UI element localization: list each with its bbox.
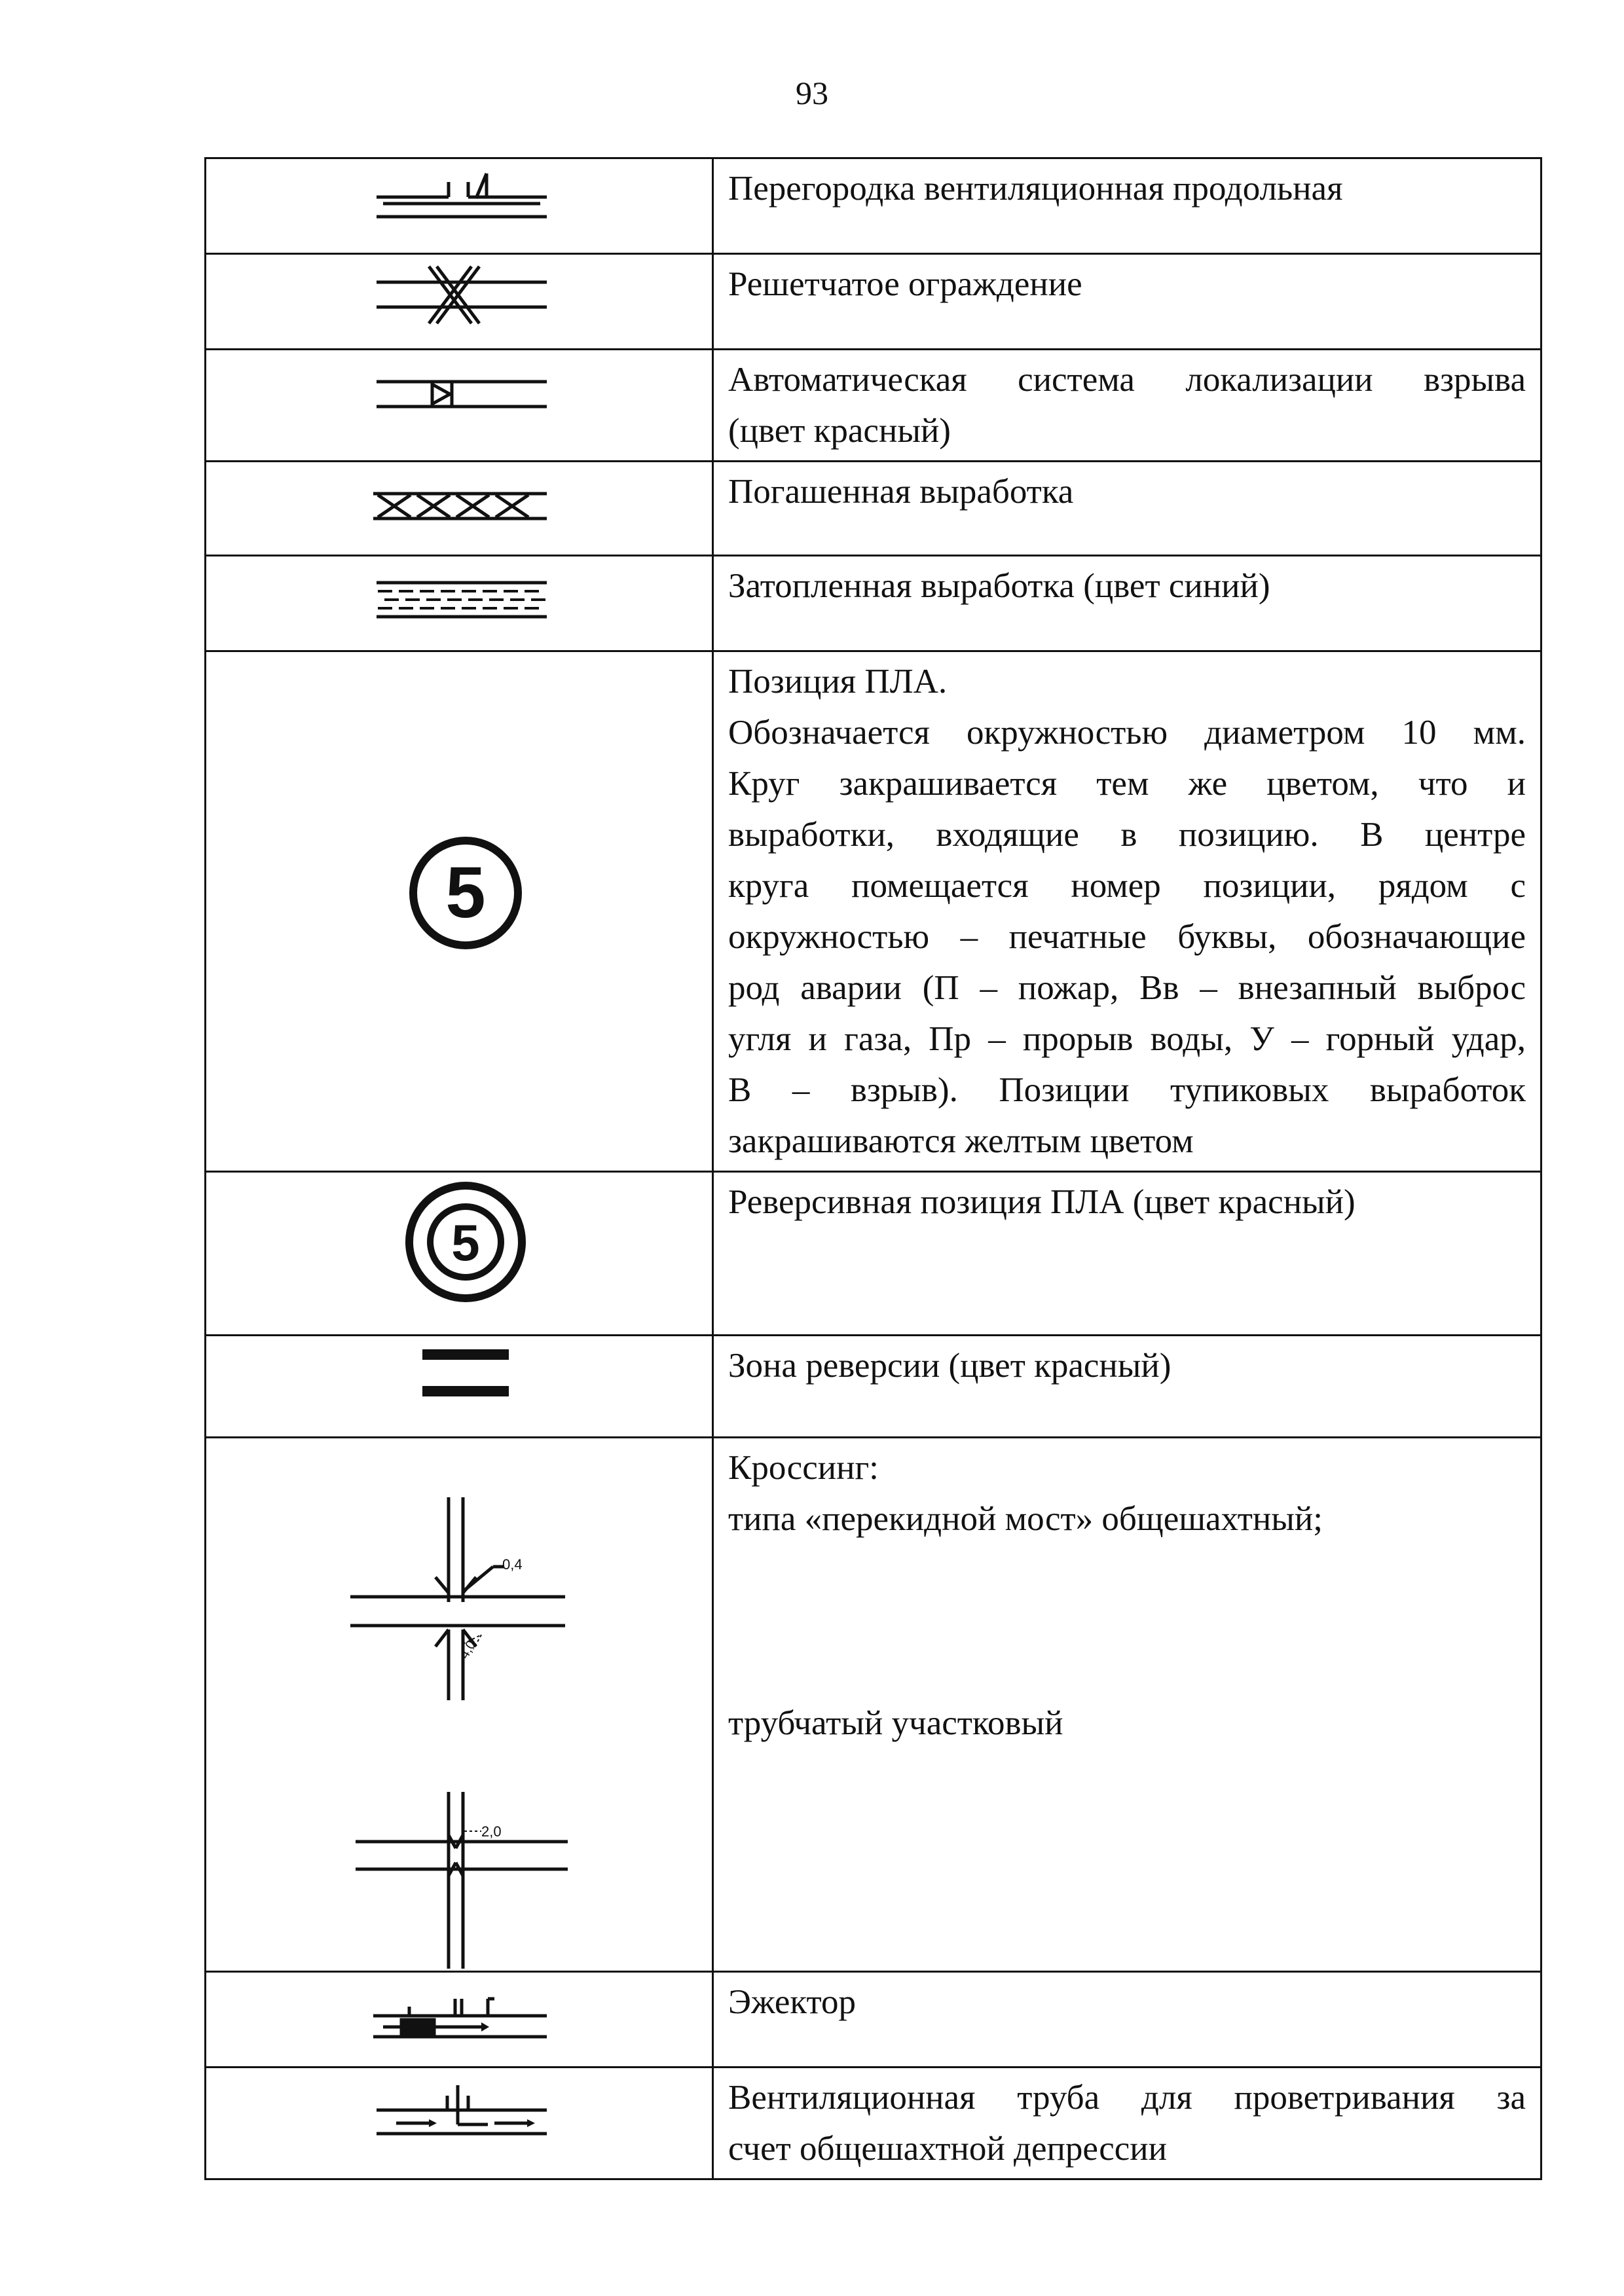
description-cell <box>713 158 1541 254</box>
pla-position-number: 5 <box>445 852 486 933</box>
description-line: трубчатый участковый <box>728 1704 1063 1742</box>
symbol-cell <box>206 1438 713 1972</box>
description-cell <box>713 651 1541 1172</box>
extinguished-working-symbol <box>206 462 712 553</box>
symbol-cell <box>206 1172 713 1336</box>
description-cell <box>713 1336 1541 1438</box>
reverse-pla-position-symbol <box>206 1173 712 1332</box>
page-number: 93 <box>796 75 828 111</box>
description-line: типа «перекидной мост» общешахтный; <box>728 1500 1323 1538</box>
description-line: Зона реверсии (цвет красный) <box>728 1347 1172 1385</box>
description-line: счет общешахтной депрессии <box>728 2130 1167 2168</box>
symbol-cell <box>206 1336 713 1438</box>
description-line: Круг закрашивается тем же цветом, что и <box>728 765 1526 803</box>
symbol-cell <box>206 158 713 254</box>
description-cell <box>713 350 1541 462</box>
table-row <box>206 1172 1541 1336</box>
table-row <box>206 254 1541 350</box>
reverse-position-number: 5 <box>451 1214 480 1271</box>
ventilation-pipe-symbol <box>206 2068 712 2169</box>
table-row <box>206 1972 1541 2068</box>
reversal-zone-symbol <box>206 1336 712 1434</box>
crossing-symbol <box>206 1438 712 1969</box>
description-line: выработки, входящие в позицию. В центре <box>728 816 1526 854</box>
table-row <box>206 158 1541 254</box>
description-cell <box>713 1972 1541 2068</box>
legend-table <box>204 157 1542 2180</box>
pla-position-symbol <box>206 652 712 1155</box>
description-line: (цвет красный) <box>728 412 951 450</box>
description-line: В – взрыв). Позиции тупиковых выработок <box>728 1071 1526 1109</box>
lattice-fence-symbol <box>206 255 712 346</box>
partition-symbol <box>206 159 712 251</box>
description-cell <box>713 462 1541 556</box>
description-line: Перегородка вентиляционная продольная <box>728 170 1343 208</box>
description-line: Позиция ПЛА. <box>728 663 948 701</box>
symbol-cell <box>206 556 713 651</box>
description-cell <box>713 2068 1541 2179</box>
symbol-cell <box>206 2068 713 2179</box>
description-line: Эжектор <box>728 1983 856 2021</box>
explosion-localization-symbol <box>206 350 712 448</box>
crossing-dimension-label: 4,0 <box>457 1638 479 1662</box>
description-cell <box>713 556 1541 651</box>
description-line: Решетчатое ограждение <box>728 265 1082 303</box>
symbol-cell <box>206 651 713 1172</box>
ejector-symbol <box>206 1973 712 2064</box>
description-line: Автоматическая система локализации взрыва <box>728 361 1526 399</box>
description-line: круга помещается номер позиции, рядом с <box>728 867 1526 905</box>
table-row <box>206 556 1541 651</box>
flooded-working-symbol <box>206 556 712 648</box>
description-cell <box>713 1172 1541 1336</box>
description-cell <box>713 1438 1541 1972</box>
table-row <box>206 2068 1541 2179</box>
crossing-dimension-label: 2,0 <box>481 1823 502 1840</box>
description-line: угля и газа, Пр – прорыв воды, У – горный удар, <box>728 1020 1526 1058</box>
symbol-cell <box>206 254 713 350</box>
table-row <box>206 462 1541 556</box>
symbol-cell <box>206 1972 713 2068</box>
description-line: окружностью – печатные буквы, обозначающие <box>728 918 1526 956</box>
symbol-cell <box>206 462 713 556</box>
symbol-cell <box>206 350 713 462</box>
crossing-dimension-label: 0,4 <box>502 1556 523 1573</box>
description-line: закрашиваются желтым цветом <box>728 1122 1194 1160</box>
description-line: Погашенная выработка <box>728 473 1074 511</box>
description-line: Затопленная выработка (цвет синий) <box>728 567 1270 605</box>
table-row <box>206 350 1541 462</box>
table-row <box>206 651 1541 1172</box>
description-line: род аварии (П – пожар, Вв – внезапный выброс <box>728 969 1526 1007</box>
table-row <box>206 1438 1541 1972</box>
table-row <box>206 1336 1541 1438</box>
description-line: Вентиляционная труба для проветривания за <box>728 2079 1526 2117</box>
description-line: Кроссинг: <box>728 1449 879 1487</box>
description-line: Обозначается окружностью диаметром 10 мм. <box>728 714 1526 752</box>
description-cell <box>713 254 1541 350</box>
description-line: Реверсивная позиция ПЛА (цвет красный) <box>728 1183 1356 1221</box>
